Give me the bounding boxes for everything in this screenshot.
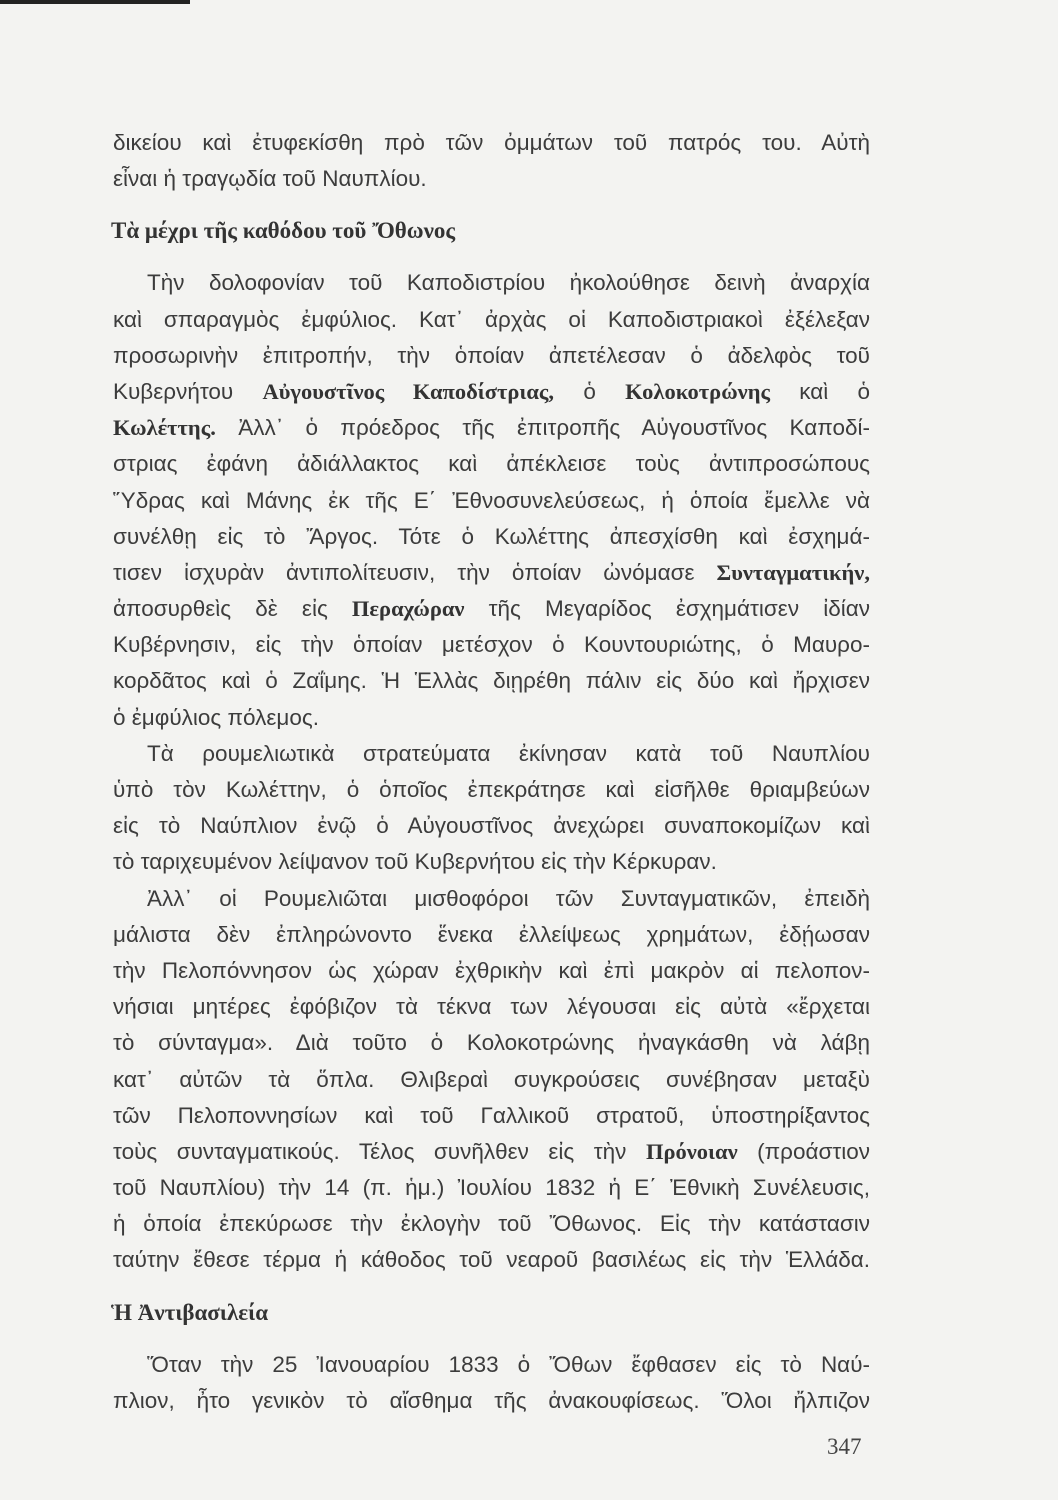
text-segment: ὑπὸ τὸν Κωλέττην, ὁ ὁποῖος ἐπεκράτησε καὶ εἰσῆλθε θριαμβεύων bbox=[113, 777, 870, 802]
text-segment: τὴν Πελοπόννησον ὡς χώραν ἐχθρικὴν καὶ ἐπὶ μακρὸν αἱ πελοπον- bbox=[113, 957, 870, 983]
text-segment: Τὰ ρουμελιωτικὰ στρατεύματα ἐκίνησαν κατὰ τοῦ Ναυπλίου bbox=[147, 740, 870, 766]
text-segment: εἶναι ἡ τραγῳδία τοῦ Ναυπλίου. bbox=[113, 166, 427, 192]
paragraph bbox=[113, 125, 870, 197]
text-line bbox=[113, 917, 870, 953]
text-segment: Ὅταν τὴν 25 Ἰανουαρίου 1833 ὁ Ὄθων ἔφθασεν εἰς τὸ Ναύ- bbox=[147, 1351, 870, 1377]
text-line bbox=[113, 265, 870, 301]
text-line bbox=[113, 555, 870, 591]
text-segment: τὸ σύνταγμα». Διὰ τοῦτο ὁ Κολοκοτρώνης ἠναγκάσθη νὰ λάβῃ bbox=[113, 1030, 870, 1056]
bold-term: Περαχώραν bbox=[351, 596, 465, 622]
text-segment: δικείου καὶ ἐτυφεκίσθη πρὸ τῶν ὀμμάτων τοῦ πατρός του. Αὐτὴ bbox=[113, 130, 870, 155]
text-segment: Κυβέρνησιν, εἰς τὴν ὁποίαν μετέσχον ὁ Κουντουριώτης, ὁ Μαυρο- bbox=[113, 632, 870, 658]
text-line bbox=[113, 736, 870, 772]
text-line bbox=[113, 338, 870, 374]
text-line bbox=[113, 953, 870, 989]
text-line bbox=[113, 808, 870, 844]
text-line bbox=[113, 700, 870, 736]
text-line bbox=[113, 1098, 870, 1134]
text-line bbox=[113, 1242, 870, 1278]
text-segment: ταύτην ἔθεσε τέρμα ἡ κάθοδος τοῦ νεαροῦ βασιλέως εἰς τὴν Ἑλλάδα. bbox=[113, 1247, 870, 1273]
section-heading: Ἡ Ἀντιβασιλεία bbox=[111, 1299, 269, 1325]
text-segment: τοῦ Ναυπλίου) τὴν 14 (π. ἡμ.) Ἰουλίου 1832 ἡ Ε΄ Ἐθνικὴ Συνέλευσις, bbox=[113, 1175, 870, 1201]
text-segment: τῆς Μεγαρίδος ἐσχημάτισεν ἰδίαν bbox=[464, 596, 870, 622]
text-line bbox=[113, 1025, 870, 1061]
text-line bbox=[113, 881, 870, 917]
text-segment: καὶ ὁ bbox=[770, 378, 870, 404]
text-line bbox=[113, 446, 870, 482]
text-segment: πλιον, ἦτο γενικὸν τὸ αἴσθημα τῆς ἀνακουφίσεως. Ὅλοι ἤλπιζον bbox=[113, 1387, 870, 1413]
bold-term: Πρόνοιαν bbox=[645, 1138, 738, 1164]
text-line bbox=[113, 1134, 870, 1170]
text-line bbox=[113, 1206, 870, 1242]
text-segment: Κυβερνήτου bbox=[113, 378, 263, 404]
text-segment: ὁ bbox=[554, 378, 626, 404]
body-text bbox=[113, 125, 870, 1419]
text-line bbox=[113, 1062, 870, 1098]
text-line bbox=[113, 591, 870, 627]
bold-term: Κωλέττης. bbox=[113, 415, 216, 441]
text-segment: τισεν ἰσχυρὰν ἀντιπολίτευσιν, τὴν ὁποίαν ὠνόμασε bbox=[113, 559, 717, 585]
text-segment: ἡ ὁποία ἐπεκύρωσε τὴν ἐκλογὴν τοῦ Ὄθωνος. Εἰς τὴν κατάστασιν bbox=[113, 1211, 870, 1237]
text-segment: ἀποσυρθεὶς δὲ εἰς bbox=[113, 596, 352, 622]
text-segment: νήσιαι μητέρες ἐφόβιζον τὰ τέκνα των λέγουσαι εἰς αὐτὰ «ἔρχεται bbox=[113, 994, 870, 1020]
text-segment: μάλιστα δὲν ἐπληρώνοντο ἕνεκα ἐλλείψεως χρημάτων, ἐδῄωσαν bbox=[113, 921, 870, 947]
page-number: 347 bbox=[827, 1434, 862, 1459]
paragraph bbox=[113, 265, 870, 735]
text-line bbox=[113, 663, 870, 699]
text-segment: προσωρινὴν ἐπιτροπήν, τὴν ὁποίαν ἀπετέλεσαν ὁ ἀδελφὸς τοῦ bbox=[113, 342, 870, 368]
text-segment: Ὕδρας καὶ Μάνης ἐκ τῆς Ε΄ Ἐθνοσυνελεύσεως, ἡ ὁποία ἔμελλε νὰ bbox=[113, 487, 870, 513]
text-line bbox=[113, 410, 870, 446]
bold-term: Αὐγουστῖνος Καποδίστριας, bbox=[262, 378, 555, 404]
paragraph bbox=[113, 1347, 870, 1419]
text-line bbox=[113, 302, 870, 338]
text-line bbox=[113, 374, 870, 410]
paragraph bbox=[113, 881, 870, 1279]
text-line bbox=[113, 519, 870, 555]
scan-edge-mark bbox=[0, 0, 190, 4]
text-line bbox=[113, 125, 870, 161]
text-segment: Ἀλλ᾽ οἱ Ρουμελιῶται μισθοφόροι τῶν Συνταγματικῶν, ἐπειδὴ bbox=[147, 885, 870, 911]
text-segment: κορδᾶτος καὶ ὁ Ζαΐμης. Ἡ Ἑλλὰς διῃρέθη πάλιν εἰς δύο καὶ ἤρχισεν bbox=[113, 668, 870, 694]
text-segment: τοὺς συνταγματικούς. Τέλος συνῆλθεν εἰς τὴν bbox=[113, 1138, 646, 1164]
text-segment: τῶν Πελοποννησίων καὶ τοῦ Γαλλικοῦ στρατοῦ, ὑποστηρίξαντος bbox=[113, 1102, 870, 1128]
text-line bbox=[113, 627, 870, 663]
text-segment: κατ᾽ αὐτῶν τὰ ὅπλα. Θλιβεραὶ συγκρούσεις συνέβησαν μεταξὺ bbox=[113, 1066, 870, 1092]
text-line bbox=[113, 989, 870, 1025]
paragraph bbox=[113, 736, 870, 881]
bold-term: Κολοκοτρώνης bbox=[625, 378, 770, 404]
text-segment: (προάστιον bbox=[737, 1138, 870, 1164]
text-segment: εἰς τὸ Ναύπλιον ἐνῷ ὁ Αὐγουστῖνος ἀνεχώρει συναποκομίζων καὶ bbox=[113, 813, 870, 839]
text-segment: συνέλθῃ εἰς τὸ Ἄργος. Τότε ὁ Κωλέττης ἀπεσχίσθη καὶ ἐσχημά- bbox=[113, 523, 870, 549]
text-segment: ὁ ἐμφύλιος πόλεμος. bbox=[113, 704, 319, 730]
text-segment: καὶ σπαραγμὸς ἐμφύλιος. Κατ᾽ ἀρχὰς οἱ Καποδιστριακοὶ ἐξέλεξαν bbox=[113, 306, 870, 332]
text-segment: Τὴν δολοφονίαν τοῦ Καποδιστρίου ἠκολούθησε δεινὴ ἀναρχία bbox=[147, 270, 870, 296]
text-segment: Ἀλλ᾽ ὁ πρόεδρος τῆς ἐπιτροπῆς Αὐγουστῖνος Καποδί- bbox=[215, 415, 870, 441]
text-line bbox=[113, 1347, 870, 1383]
text-line bbox=[113, 1383, 870, 1419]
text-line bbox=[113, 1170, 870, 1206]
text-line bbox=[113, 772, 870, 808]
bold-term: Συνταγματικήν, bbox=[716, 559, 870, 585]
text-line bbox=[113, 483, 870, 519]
section-heading: Τὰ μέχρι τῆς καθόδου τοῦ Ὄθωνος bbox=[111, 218, 456, 244]
text-line bbox=[113, 161, 870, 197]
text-line bbox=[113, 844, 870, 880]
text-segment: στριας ἐφάνη ἀδιάλλακτος καὶ ἀπέκλεισε τοὺς ἀντιπροσώπους bbox=[113, 451, 870, 477]
text-segment: τὸ ταριχευμένον λείψανον τοῦ Κυβερνήτου εἰς τὴν Κέρκυραν. bbox=[113, 849, 717, 875]
